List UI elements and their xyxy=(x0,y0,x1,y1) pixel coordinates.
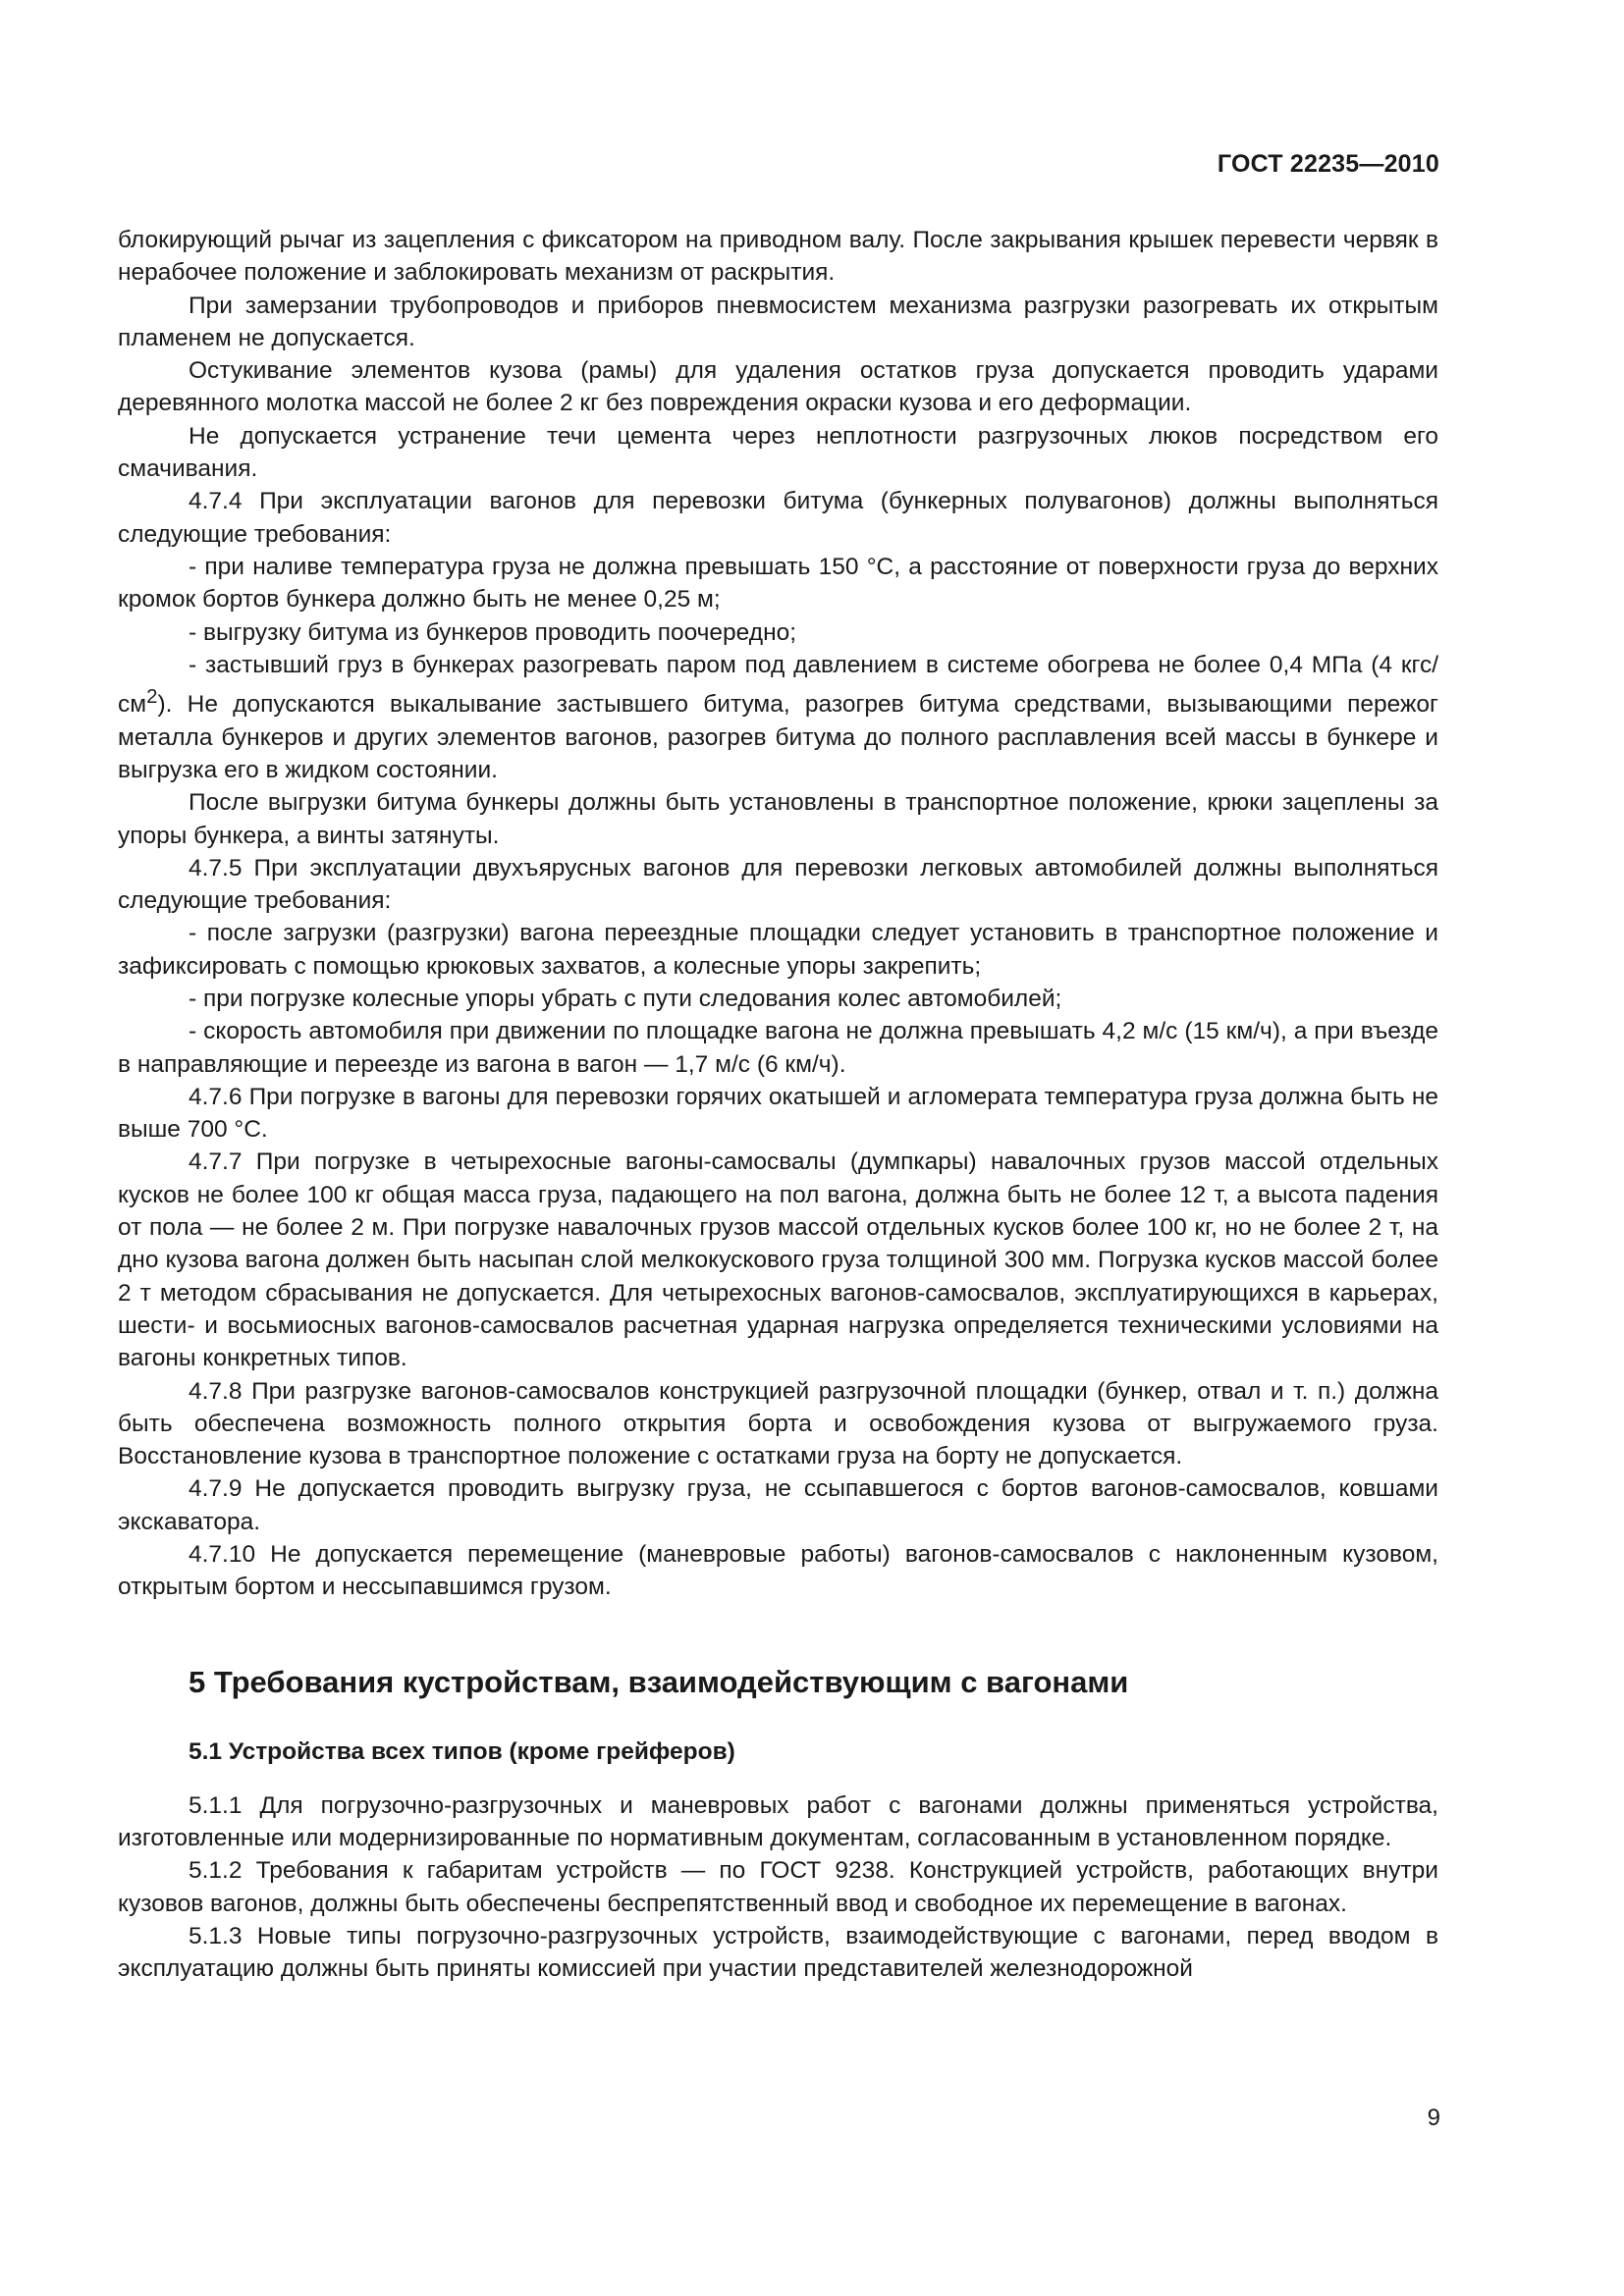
paragraph: Остукивание элементов кузова (рамы) для удаления остатков груза допускается проводить ударами деревянного молотка массой не более 2 кг без повреждения окраски кузова и его деформации. xyxy=(118,357,1438,417)
list-item: - после загрузки (разгрузки) вагона переездные площадки следует установить в транспортное положение и зафиксировать с помощью крюковых захватов, а колесные упоры закрепить; xyxy=(118,920,1438,980)
text-fragment: ). Не допускаются выкалывание застывшего битума, разогрев битума средствами, вызывающими пережог металла бункеров и других элементов вагонов, разогрев битума до полного расплавления всей массы в бункере и выгрузка его в жидком состоянии. xyxy=(118,691,1438,783)
document-body xyxy=(118,224,1438,1985)
text-fragment: - застывший груз в бункерах разогревать паром под давлением в системе обогрева не более 0,4 МПа (4 кгс/см xyxy=(118,651,1438,719)
clause-4-7-7: 4.7.7 При погрузке в четырехосные вагоны-самосвалы (думпкары) навалочных грузов массой отдельных кусков не более 100 кг общая масса груза, падающего на пол вагона, должна быть не более 12 т, а высота падения от пола — не более 2 м. При погрузке навалочных грузов массой отдельных кусков более 100 кг, но не более 2 т, на дно кузова вагона должен быть насыпан слой мелкокускового груза толщиной 300 мм. Погрузка кусков массой более 2 т методом сбрасывания не допускается. Для четырехосных вагонов-самосвалов, эксплуатирующихся в карьерах, шести- и восьмиосных вагонов-самосвалов расчетная ударная нагрузка определяется техническими условиями на вагоны конкретных типов. xyxy=(118,1148,1438,1372)
clause-5-1-3: 5.1.3 Новые типы погрузочно-разгрузочных устройств, взаимодействующие с вагонами, перед вводом в эксплуатацию должны быть приняты комиссией при участии представителей железнодорожной xyxy=(118,1922,1438,1983)
clause-4-7-10: 4.7.10 Не допускается перемещение (маневровые работы) вагонов-самосвалов с наклоненным кузовом, открытым бортом и нессыпавшимся грузом. xyxy=(118,1541,1438,1601)
clause-5-1-1: 5.1.1 Для погрузочно-разгрузочных и маневровых работ с вагонами должны применяться устройства, изготовленные или модернизированные по нормативным документам, согласованным в установленном порядке. xyxy=(118,1791,1438,1851)
clause-4-7-8: 4.7.8 При разгрузке вагонов-самосвалов конструкцией разгрузочной площадки (бункер, отвал и т. п.) должна быть обеспечена возможность полного открытия борта и освобождения кузова от выгружаемого груза. Восстановление кузова в транспортное положение с остатками груза на борту не допускается. xyxy=(118,1377,1438,1470)
clause-4-7-6: 4.7.6 При погрузке в вагоны для перевозки горячих окатышей и агломерата температура груза должна быть не выше 700 °С. xyxy=(118,1083,1438,1144)
list-item: - выгрузку битума из бункеров проводить поочередно; xyxy=(189,618,797,646)
paragraph-continuation: блокирующий рычаг из зацепления с фиксатором на приводном валу. После закрывания крышек перевести червяк в нерабочее положение и заблокировать механизм от раскрытия. xyxy=(118,227,1438,287)
section-heading: 5 Требования кустройствам, взаимодействующим с вагонами xyxy=(189,1664,1129,1699)
list-item: - скорость автомобиля при движении по площадке вагона не должна превышать 4,2 м/с (15 км/ч), а при въезде в направляющие и переезде из вагона в вагон — 1,7 м/с (6 км/ч). xyxy=(118,1018,1438,1078)
list-item: - при погрузке колесные упоры убрать с пути следования колес автомобилей; xyxy=(189,985,1062,1012)
superscript: 2 xyxy=(146,686,158,709)
list-item xyxy=(118,649,1438,786)
list-item: - при наливе температура груза не должна превышать 150 °С, а расстояние от поверхности груза до верхних кромок бортов бункера должно быть не менее 0,25 м; xyxy=(118,553,1438,614)
paragraph: Не допускается устранение течи цемента через неплотности разгрузочных люков посредством его смачивания. xyxy=(118,422,1438,483)
paragraph: После выгрузки битума бункеры должны быть установлены в транспортное положение, крюки зацеплены за упоры бункера, а винты затянуты. xyxy=(118,789,1438,849)
clause-4-7-4: 4.7.4 При эксплуатации вагонов для перевозки битума (бункерных полувагонов) должны выполняться следующие требования: xyxy=(118,488,1438,548)
clause-4-7-9: 4.7.9 Не допускается проводить выгрузку груза, не ссыпавшегося с бортов вагонов-самосвалов, ковшами экскаватора. xyxy=(118,1475,1438,1535)
document-header: ГОСТ 22235—2010 xyxy=(1217,150,1439,178)
clause-4-7-5: 4.7.5 При эксплуатации двухъярусных вагонов для перевозки легковых автомобилей должны выполняться следующие требования: xyxy=(118,854,1438,915)
clause-5-1-2: 5.1.2 Требования к габаритам устройств — по ГОСТ 9238. Конструкцией устройств, работающих внутри кузовов вагонов, должны быть обеспечены беспрепятственный ввод и свободное их перемещение в вагонах. xyxy=(118,1857,1438,1917)
page-number: 9 xyxy=(1427,2105,1440,2131)
paragraph: При замерзании трубопроводов и приборов пневмосистем механизма разгрузки разогревать их открытым пламенем не допускается. xyxy=(118,292,1438,351)
subsection-heading: 5.1 Устройства всех типов (кроме грейферов) xyxy=(189,1737,735,1765)
